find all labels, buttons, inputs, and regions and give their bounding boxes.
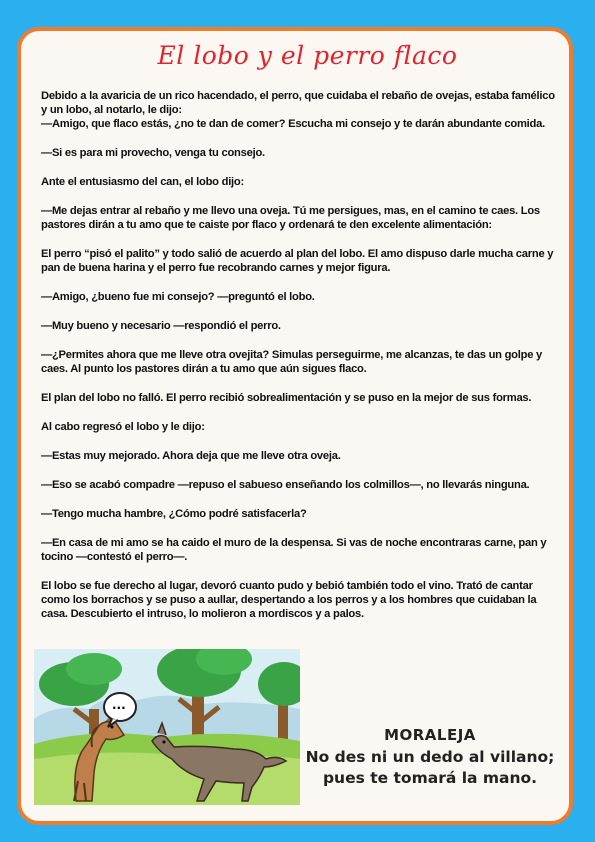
paragraph-1: [41, 89, 563, 131]
paragraph-1-text: Debido a la avaricia de un rico hacendado, el perro, que cuidaba el rebaño de ovejas, estaba famélico y un lobo, al notarlo, le dijo: —Amigo, que flaco estás, ¿no te dan de comer? Escucha mi consejo y te darán abundante comida.: [41, 90, 555, 130]
story-title: El lobo y el perro flaco: [157, 41, 458, 70]
paragraph-8: —¿Permites ahora que me lleve otra ovejita? Simulas perseguirme, me alcanzas, te das un golpe y caes. Al punto los pastores dirán a tu amo que aún sigues flaco.: [41, 349, 543, 375]
paragraph-4: —Me dejas entrar al rebaño y me llevo una oveja. Tú me persigues, mas, en el camino te caes. Los pastores dirán a tu amo que te caiste por flaco y ordenará te den excelente alimentación:: [41, 205, 540, 231]
paragraph-12: —Eso se acabó compadre —repuso el sabueso enseñando los colmillos—, no llevarás ninguna.: [41, 479, 530, 491]
moral-section: [296, 726, 564, 789]
paragraph-11: —Estas muy mejorado. Ahora deja que me lleve otra oveja.: [41, 450, 341, 462]
paragraph-15: El lobo se fue derecho al lugar, devoró cuanto pudo y bebió también todo el vino. Trató de cantar como los borrachos y se puso a aullar, despertando a los perros y a los hombres que cuidaban la casa. Descubierto el intruso, lo molieron a mordiscos y a palos.: [41, 580, 537, 620]
illustration-scene: [34, 649, 300, 805]
moral-line-2: pues te tomará la mano.: [322, 769, 538, 787]
paragraph-2: —Si es para mi provecho, venga tu consejo.: [41, 147, 265, 159]
paragraph-14: —En casa de mi amo se ha caido el muro de la despensa. Si vas de noche encontraras carne, pan y tocino —contestó el perro—.: [41, 537, 547, 563]
paragraph-7: —Muy bueno y necesario —respondió el perro.: [41, 320, 281, 332]
paragraph-10: Al cabo regresó el lobo y le dijo:: [41, 421, 205, 433]
paragraph-13: —Tengo mucha hambre, ¿Cómo podré satisfacerla?: [41, 508, 307, 520]
paragraph-5: El perro “pisó el palito” y todo salió de acuerdo al plan del lobo. El amo dispuso darle mucha carne y pan de buena harina y el perro fue recobrando carnes y mejor figura.: [41, 248, 554, 274]
paragraph-3: Ante el entusiasmo del can, el lobo dijo:: [41, 176, 244, 188]
speech-bubble-text: ...: [112, 698, 126, 712]
paragraph-6: —Amigo, ¿bueno fue mi consejo? —preguntó el lobo.: [41, 291, 315, 303]
paragraph-9: El plan del lobo no falló. El perro recibió sobrealimentación y se puso en la mejor de sus formas.: [41, 392, 532, 404]
story-illustration: [34, 649, 300, 805]
moral-line-1: No des ni un dedo al villano;: [305, 748, 555, 766]
story-page: [17, 27, 573, 825]
moral-heading: MORALEJA: [384, 726, 476, 744]
story-body: [41, 89, 563, 636]
